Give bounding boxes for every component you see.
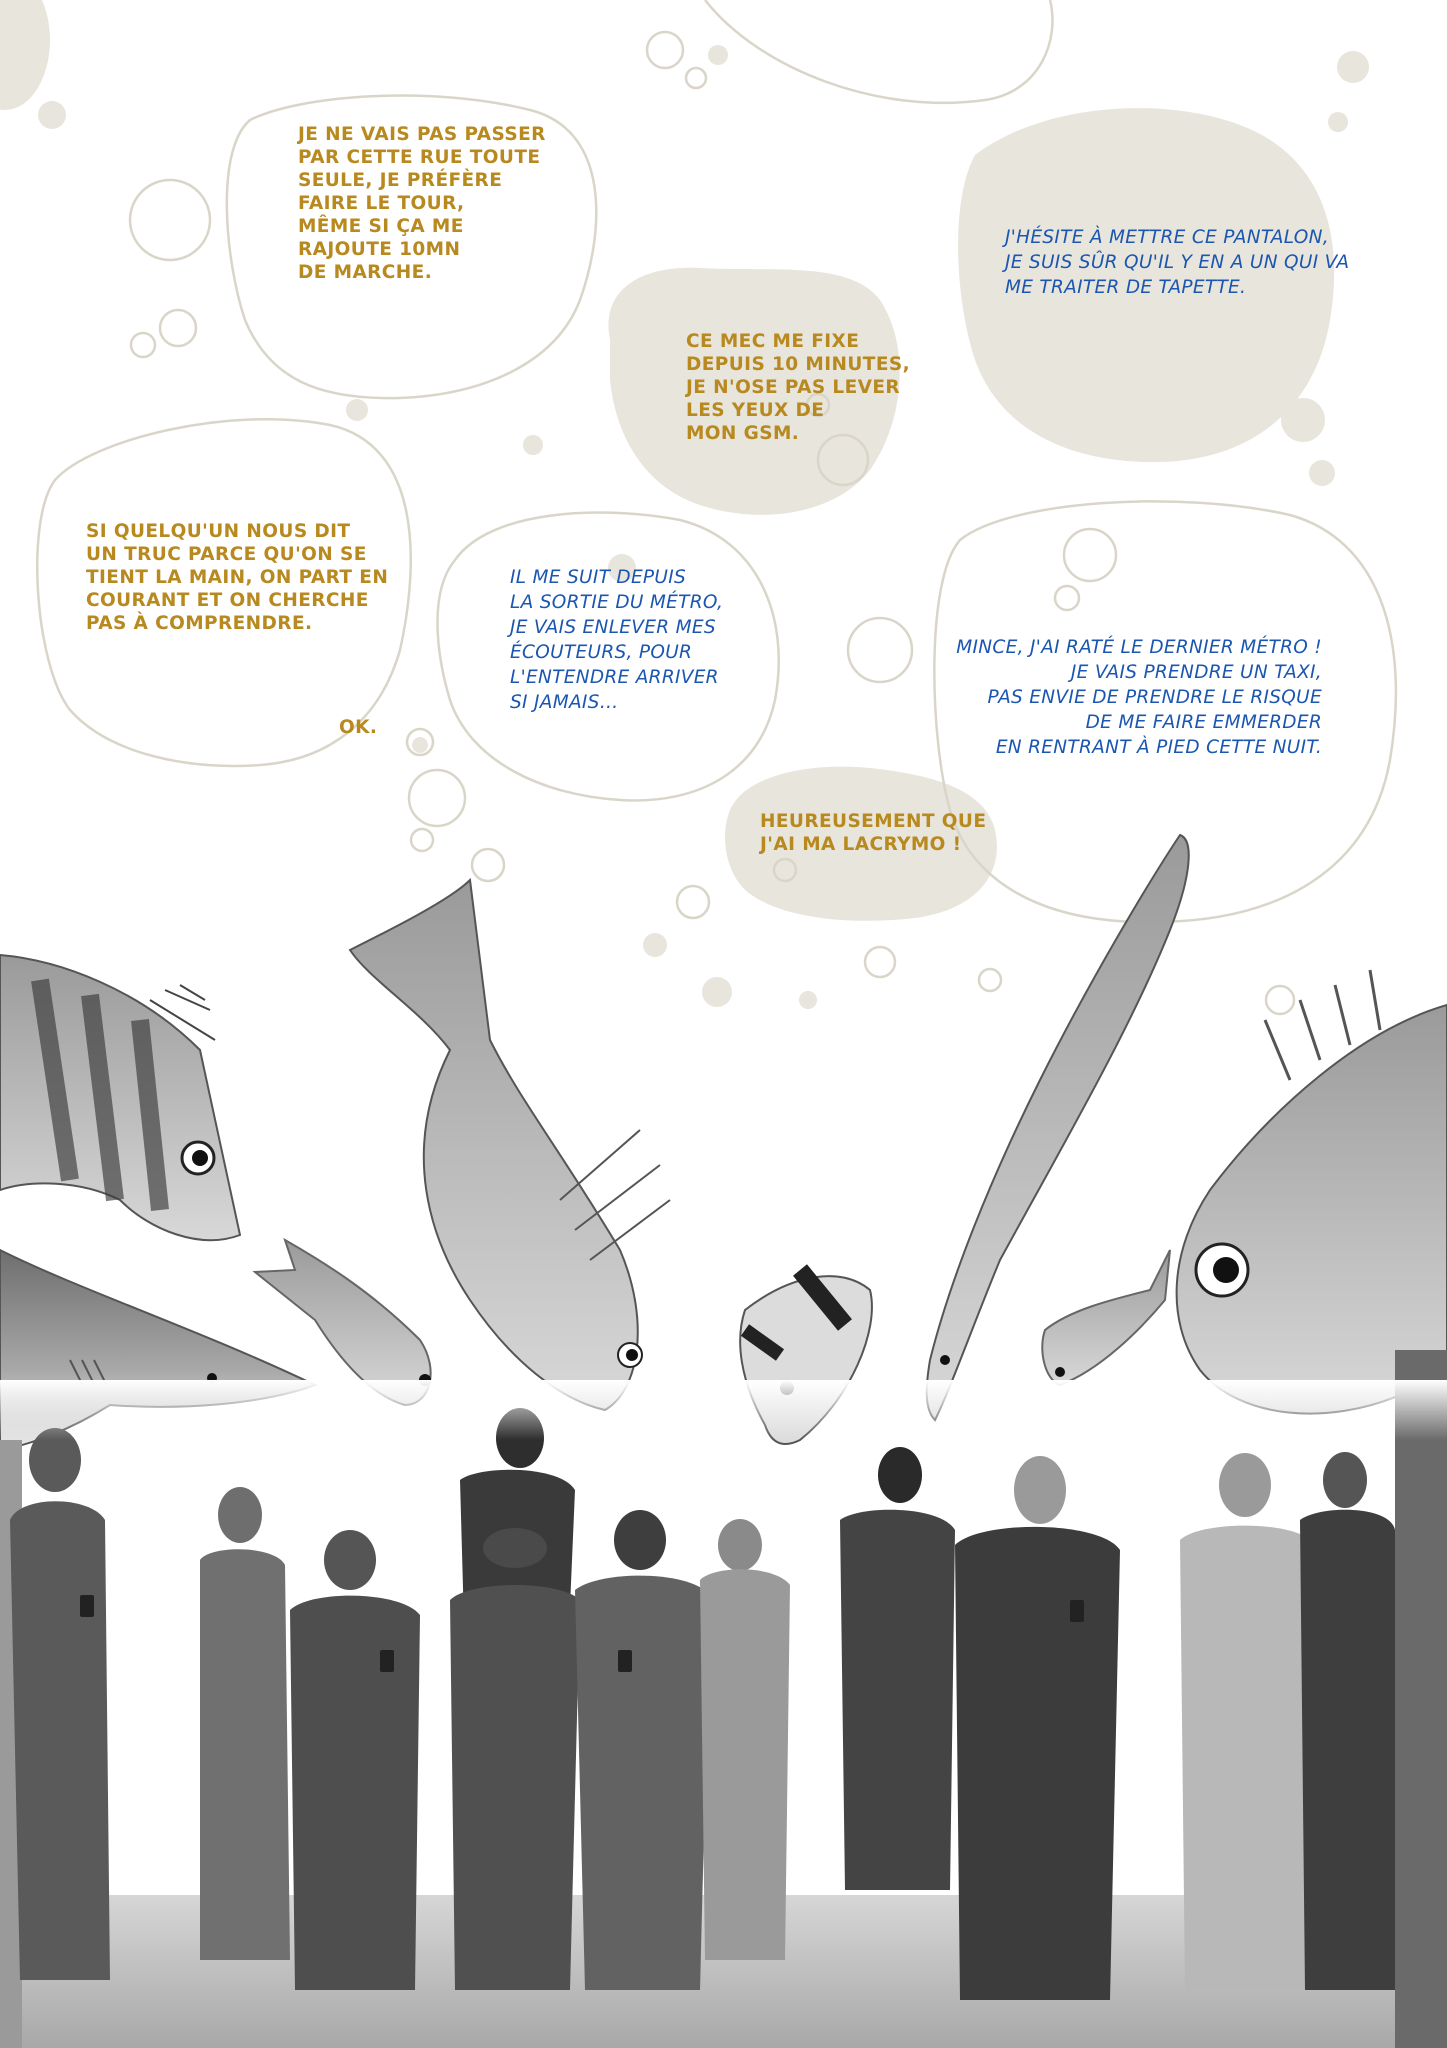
- bubble-lacrymo-text: HEUREUSEMENT QUE J'AI MA LACRYMO !: [760, 811, 987, 855]
- bubble-mec-text: CE MEC ME FIXE DEPUIS 10 MINUTES, JE N'OSE PAS LEVER LES YEUX DE MON GSM.: [686, 331, 911, 444]
- bubble-metro-text: IL ME SUIT DEPUIS LA SORTIE DU MÉTRO, JE VAIS ENLEVER MES ÉCOUTEURS, POUR L'ENTENDRE ARRIVER SI JAMAIS…: [510, 567, 724, 713]
- door-frame-right: [1395, 1350, 1447, 2048]
- bubble-rue-text: JE NE VAIS PAS PASSER PAR CETTE RUE TOUTE SEULE, JE PRÉFÈRE FAIRE LE TOUR, MÊME SI ÇA ME RAJOUTE 10MN DE MARCHE.: [298, 124, 546, 283]
- crowd-top-fade: [0, 1380, 1447, 1440]
- bubble-taxi-text: MINCE, J'AI RATÉ LE DERNIER MÉTRO ! JE VAIS PRENDRE UN TAXI, PAS ENVIE DE PRENDRE LE RISQUE DE ME FAIRE EMMERDER EN RENTRANT À PIED CETTE NUIT.: [956, 637, 1322, 758]
- bubble-pantalon-text: J'HÉSITE À METTRE CE PANTALON, JE SUIS SÛR QU'IL Y EN A UN QUI VA ME TRAITER DE TAPETTE.: [1005, 227, 1350, 298]
- bubble-main-text: SI QUELQU'UN NOUS DIT UN TRUC PARCE QU'ON SE TIENT LA MAIN, ON PART EN COURANT ET ON CHERCHE PAS À COMPRENDRE.: [86, 521, 389, 634]
- bubble-ok-text: OK.: [339, 717, 378, 738]
